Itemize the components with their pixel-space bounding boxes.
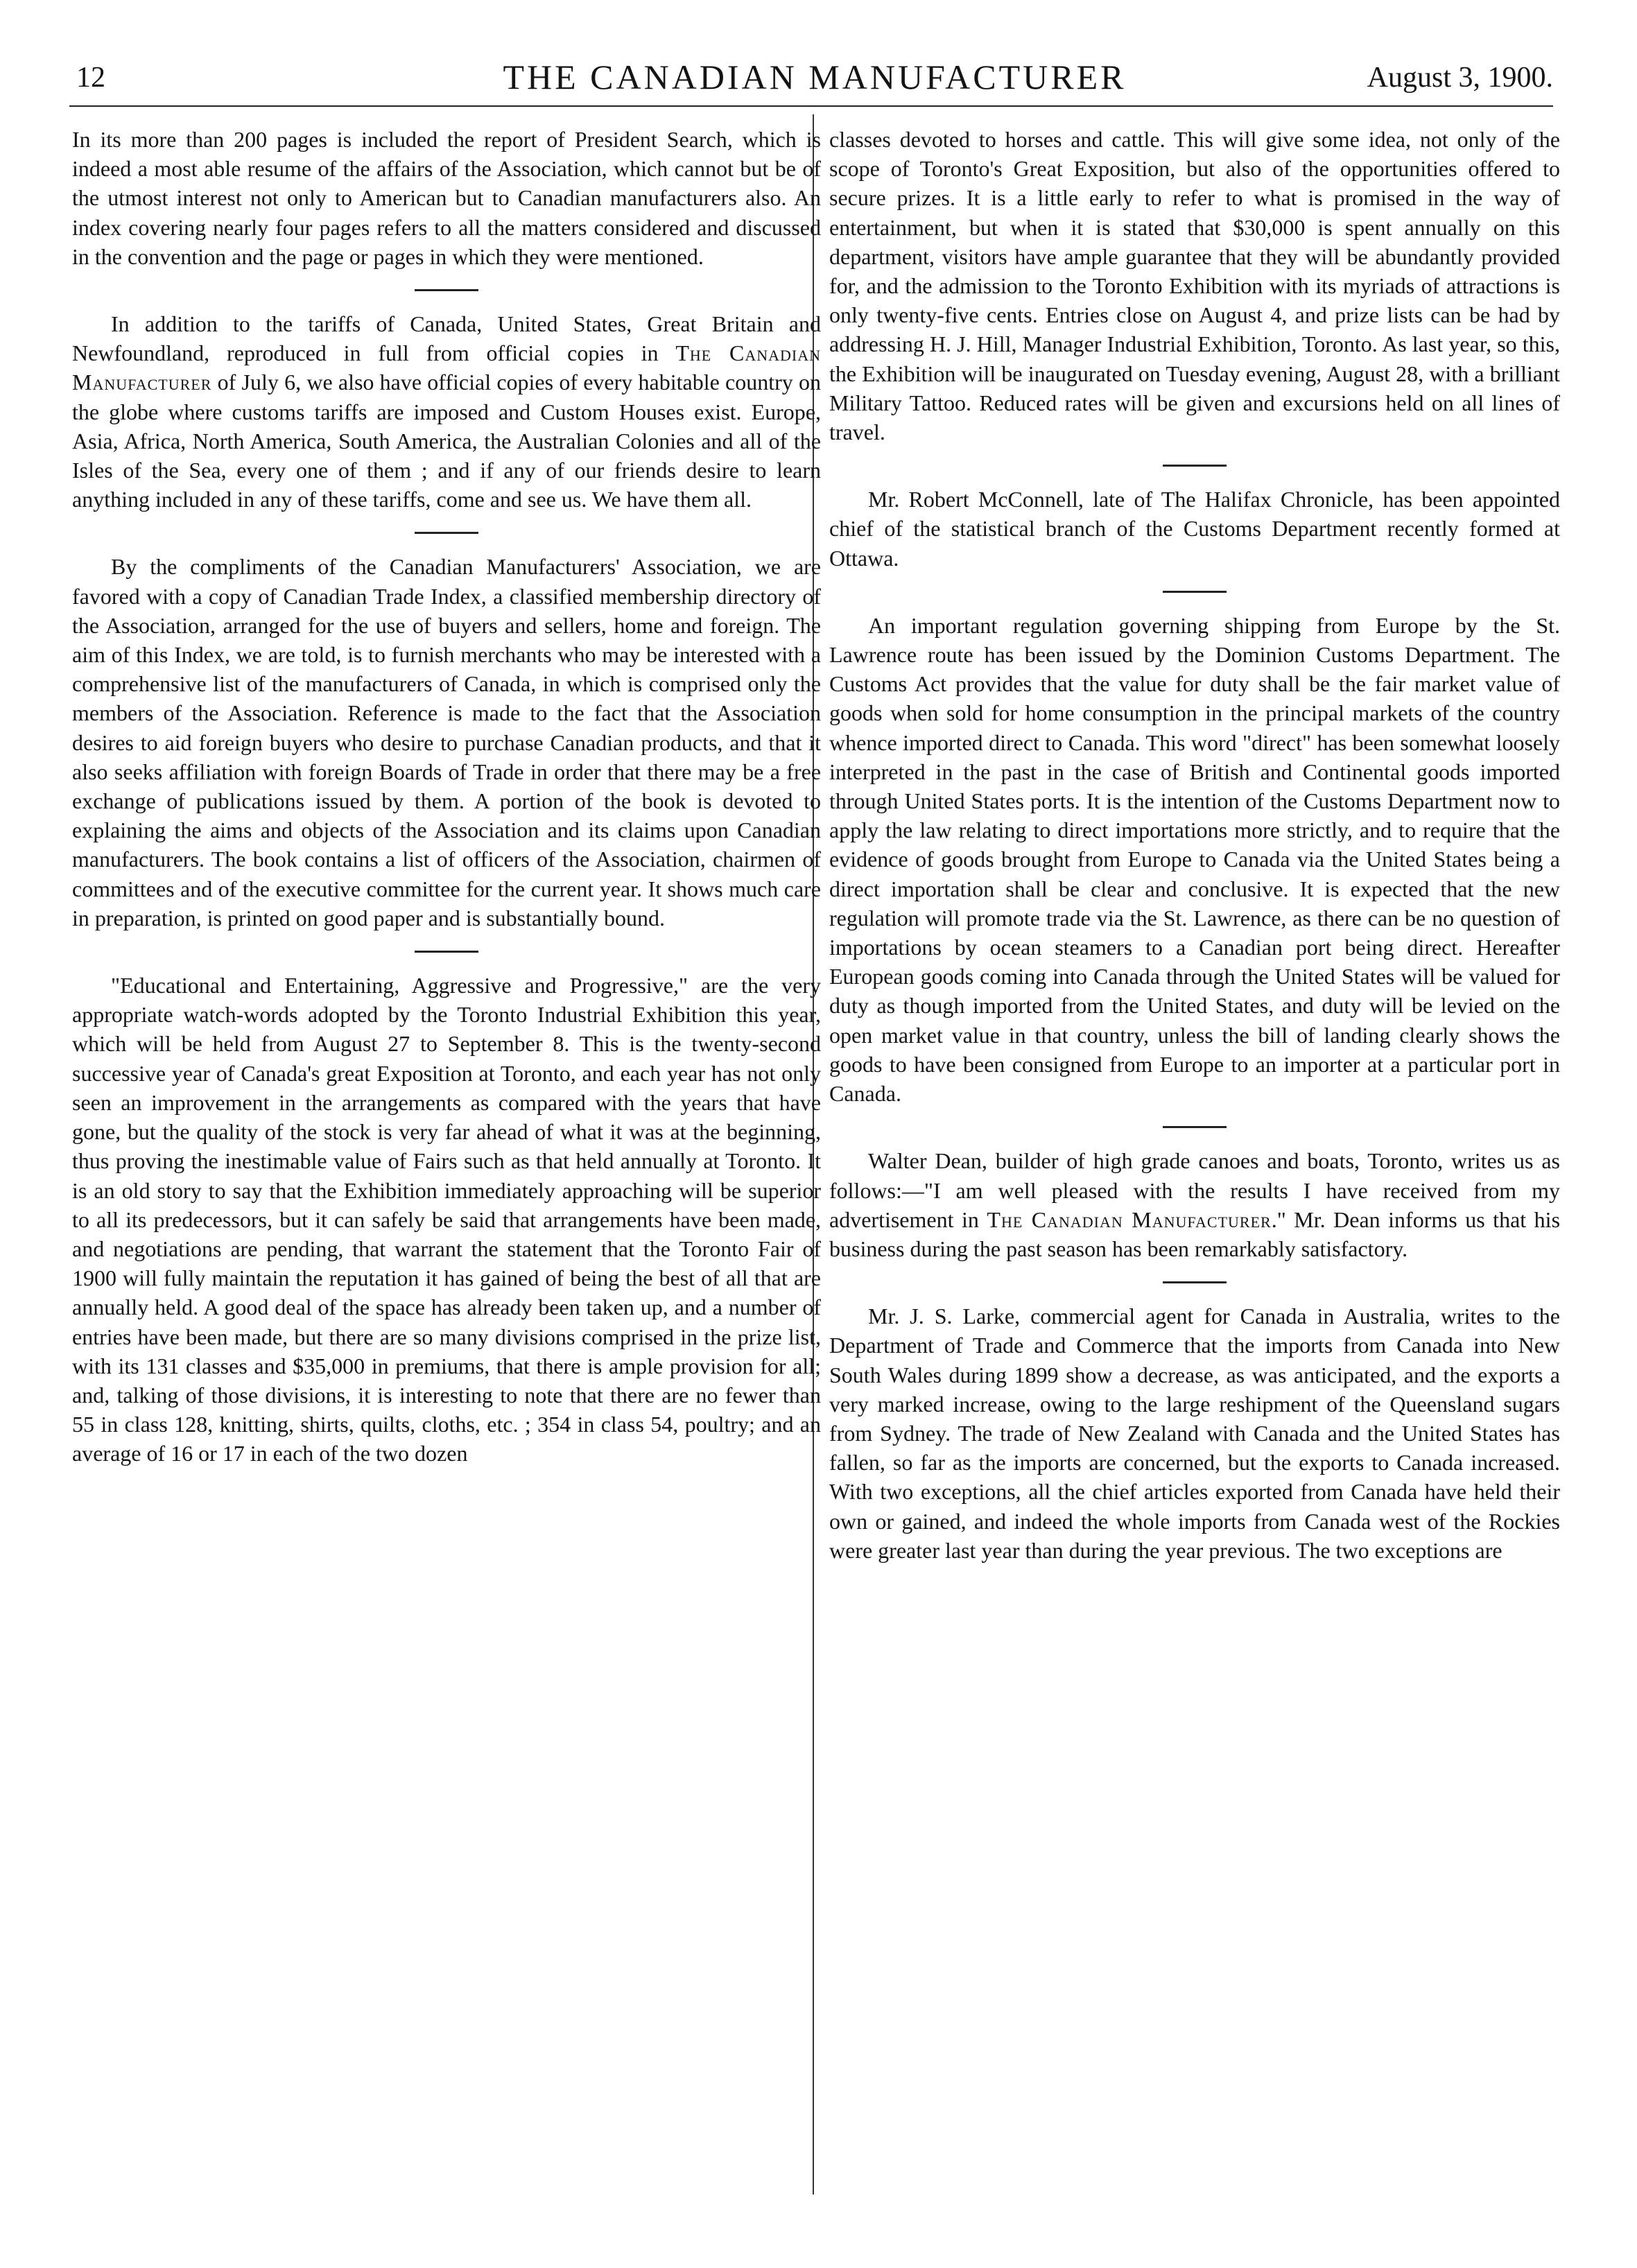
page-header bbox=[76, 58, 1553, 103]
page-number: 12 bbox=[76, 62, 105, 94]
header-rule bbox=[69, 105, 1553, 107]
publication-name: The Canadian Manufacturer bbox=[72, 340, 821, 395]
right-column bbox=[829, 125, 1560, 1565]
publication-title: THE CANADIAN MANUFACTURER bbox=[503, 58, 1127, 96]
section-rule bbox=[1163, 1281, 1227, 1283]
text-segment: of July 6, we also have official copies of every habitable country on the globe where customs tariffs are imposed and Custom Houses exist. Europe, Asia, Africa, North America, South America, the Australian Colonies and all of the Isles of the Sea, every one of them ; and if any of our friends desire to learn anything included in any of these tariffs, come and see us. We have them all. bbox=[72, 370, 821, 512]
text-segment: Walter Dean, builder of high grade canoes and boats, Toronto, writes us as follows:—"I am well pleased with the results I have received from my advertisement in bbox=[829, 1148, 1560, 1232]
paragraph-walter-dean bbox=[829, 1146, 1560, 1263]
paragraph-tariffs bbox=[72, 309, 821, 514]
paragraph-convention-report: In its more than 200 pages is included the report of President Search, which is indeed a most able resume of the affairs of the Association, which cannot but be of the utmost interest not only to American but to Canadian manufacturers also. An index covering nearly four pages refers to all the matters considered and discussed in the convention and the page or pages in which they were mentioned. bbox=[72, 127, 821, 269]
text-segment: ." Mr. Dean informs us that his business during the past season has been remarkably satisfactory. bbox=[829, 1206, 1561, 1261]
section-rule bbox=[1163, 1126, 1227, 1128]
section-rule bbox=[415, 532, 478, 534]
paragraph-exhibition-continued: classes devoted to horses and cattle. This will give some idea, not only of the scope of Toronto's Great Exposition, but also of the opportunities offered to secure prizes. It is a little early to refer to what is promised in the way of entertainment, but when it is stated that $30,000 is spent annually on this department, visitors have ample guarantee that they will be abundantly provided for, and the admission to the Toronto Exhibition with its myriads of attractions is only twenty-five cents. Entries close on August 4, and prize lists can be had by addressing H. J. Hill, Manager Industrial Exhibition, Toronto. As last year, so this, the Exhibition will be inaugurated on Tuesday evening, August 28, with a brilliant Military Tattoo. Reduced rates will be given and excursions held on all lines of travel. bbox=[829, 127, 1560, 445]
publication-name: The Canadian Manufacturer bbox=[987, 1206, 1272, 1232]
issue-date: August 3, 1900. bbox=[1367, 62, 1553, 94]
paragraph-shipping-regulation: An important regulation governing shipping from Europe by the St. Lawrence route has been issued by the Dominion Customs Department. The Customs Act provides that the value for duty shall be the fair market value of goods when sold for home consumption in the principal markets of the country whence imported direct to Canada. This word "direct" has been somewhat loosely interpreted in the past in the case of British and Continental goods imported through United States ports. It is the intention of the Customs Department now to apply the law relating to direct importations more strictly, and to require that the evidence of goods brought from Europe to Canada via the United States being a direct importation shall be clear and conclusive. It is expected that the new regulation will promote trade via the St. Lawrence, as there can be no question of importations by ocean steamers to a Canadian port being direct. Hereafter European goods coming into Canada through the United States will be valued for duty as though imported from the United States, and duty will be levied on the open market value in that country, unless the bill of landing clearly shows the goods to have been consigned from Europe to an importer at a particular port in Canada. bbox=[829, 612, 1560, 1107]
section-rule bbox=[415, 289, 478, 291]
paragraph-larke-report: Mr. J. S. Larke, commercial agent for Canada in Australia, writes to the Department of Trade and Commerce that the imports from Canada into New South Wales during 1899 show a decrease, as was anticipated, and the exports a very marked increase, owing to the large reshipment of the Queensland sugars from Sydney. The trade of New Zealand with Canada and the United States has fallen, so far as the imports are concerned, but the exports to Canada increased. With two exceptions, all the chief articles exported from Canada have held their own or gained, and indeed the whole imports from Canada west of the Rockies were greater last year than during the year previous. The two exceptions are bbox=[829, 1304, 1560, 1563]
left-column bbox=[72, 125, 821, 1469]
section-rule bbox=[1163, 465, 1227, 467]
paragraph-exhibition: "Educational and Entertaining, Aggressive and Progressive," are the very appropriate watch-words adopted by the Toronto Industrial Exhibition this year, which will be held from August 27 to September 8. This is the twenty-second successive year of Canada's great Exposition at Toronto, and each year has not only seen an improvement in the arrangements as compared with the years that have gone, but the quality of the stock is very far ahead of what it was at the beginning, thus proving the inestimable value of Fairs such as that held annually at Toronto. It is an old story to say that the Exhibition immediately approaching will be superior to all its predecessors, but it can safely be said that arrangements have been made, and negotiations are pending, that warrant the statement that the Toronto Fair of 1900 will fully maintain the reputation it has gained of being the best of all that are annually held. A good deal of the space has already been taken up, and a number of entries have been made, but there are so many divisions comprised in the prize list, with its 131 classes and $35,000 in premiums, that there is ample provision for all; and, talking of those divisions, it is interesting to note that there are no fewer than 55 in class 128, knitting, shirts, quilts, cloths, etc. ; 354 in class 54, poultry; and an average of 16 or 17 in each of the two dozen bbox=[72, 973, 821, 1466]
paragraph-trade-index: By the compliments of the Canadian Manufacturers' Association, we are favored with a copy of Canadian Trade Index, a classified membership directory of the Association, arranged for the use of buyers and sellers, home and foreign. The aim of this Index, we are told, is to furnish merchants who may be interested with a comprehensive list of the manufacturers of Canada, in which is comprised only the members of the Association. Reference is made to the fact that the Association desires to aid foreign buyers who desire to purchase Canadian products, and that it also seeks affiliation with foreign Boards of Trade in order that there may be a free exchange of publications issued by them. A portion of the book is devoted to explaining the aims and objects of the Association and its claims upon Canadian manufacturers. The book contains a list of officers of the Association, chairmen of committees and of the executive committee for the current year. It shows much care in preparation, is printed on good paper and is substantially bound. bbox=[72, 554, 821, 930]
section-rule bbox=[1163, 591, 1227, 593]
paragraph-mcconnell: Mr. Robert McConnell, late of The Halifax Chronicle, has been appointed chief of the statistical branch of the Customs Department recently formed at Ottawa. bbox=[829, 487, 1560, 571]
section-rule bbox=[415, 951, 478, 953]
text-segment: In addition to the tariffs of Canada, United States, Great Britain and Newfoundland, reproduced in full from official copies in bbox=[72, 311, 821, 366]
